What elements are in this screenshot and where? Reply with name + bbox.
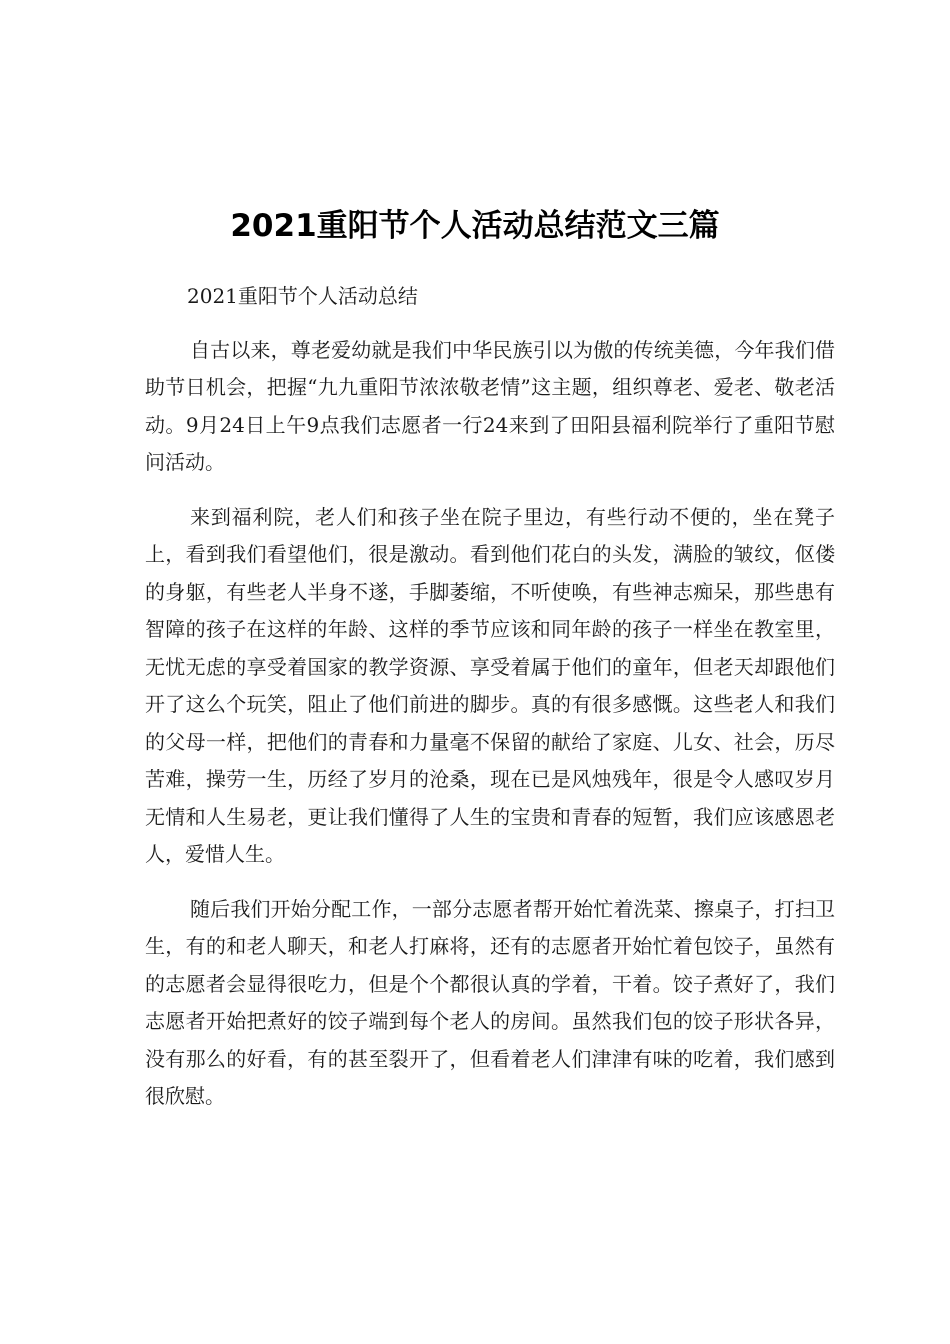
document-title: 2021重阳节个人活动总结范文三篇 (230, 208, 720, 244)
document-body (145, 278, 835, 1133)
paragraph-1: 自古以来，尊老爱幼就是我们中华民族引以为傲的传统美德，今年我们借助节日机会，把握“九九重阳节浓浓敬老情”这主题，组织尊老、爱老、敬老活动。9月24日上午9点我们志愿者一行24来到了田阳县福利院举行了重阳节慰问活动。 (145, 337, 835, 474)
paragraph-3: 随后我们开始分配工作，一部分志愿者帮开始忙着洗菜、擦桌子，打扫卫生，有的和老人聊天，和老人打麻将，还有的志愿者开始忙着包饺子，虽然有的志愿者会显得很吃力，但是个个都很认真的学着，干着。饺子煮好了，我们志愿者开始把煮好的饺子端到每个老人的房间。虽然我们包的饺子形状各异，没有那么的好看，有的甚至裂开了，但看着老人们津津有味的吃着，我们感到很欣慰。 (145, 896, 835, 1108)
paragraph-2: 来到福利院，老人们和孩子坐在院子里边，有些行动不便的，坐在凳子上，看到我们看望他们，很是激动。看到他们花白的头发，满脸的皱纹，伛偻的身躯，有些老人半身不遂，手脚萎缩，不听使唤，有些神志痴呆，那些患有智障的孩子在这样的年龄、这样的季节应该和同年龄的孩子一样坐在教室里，无忧无虑的享受着国家的教学资源、享受着属于他们的童年，但老天却跟他们开了这么个玩笑，阻止了他们前进的脚步。真的有很多感慨。这些老人和我们的父母一样，把他们的青春和力量毫不保留的献给了家庭、儿女、社会，历尽苦难，操劳一生，历经了岁月的沧桑，现在已是风烛残年，很是令人感叹岁月无情和人生易老，更让我们懂得了人生的宝贵和青春的短暂，我们应该感恩老人，爱惜人生。 (145, 504, 835, 866)
document-subtitle: 2021重阳节个人活动总结 (187, 284, 418, 308)
